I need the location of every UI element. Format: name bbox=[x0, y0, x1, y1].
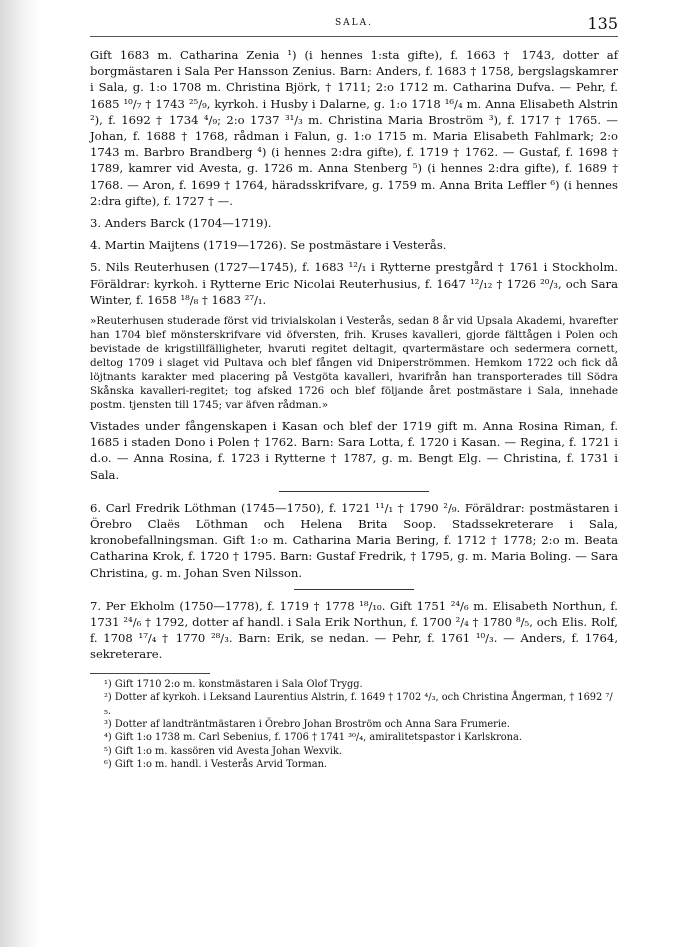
entry-carl-fredrik-lothman: 6. Carl Fredrik Löthman (1745—1750), f. 1721 ¹¹/₁ † 1790 ²/₉. Föräldrar: postmästaren i Örebro Claës Löthman och Helena Brita Soop. Stadssekreterare i Sala, kronobefallningsman. Gift 1:o m. Catharina Maria Bering, f. 1712 † 1778; 2:o m. Beata Catharina Krok, f. 1720 † 1795. Barn: Gustaf Fredrik, † 1795, g. m. Maria Boling. — Sara Christina, g. m. Johan Sven Nilsson. bbox=[90, 500, 618, 580]
footnote: ³) Dotter af landträntmästaren i Örebro Johan Broström och Anna Sara Frumerie. bbox=[104, 718, 510, 730]
entry-martin-maijtens: 4. Martin Maijtens (1719—1726). Se postmästare i Vesterås. bbox=[90, 238, 447, 253]
section-divider bbox=[294, 589, 414, 590]
running-head: SALA. bbox=[334, 18, 373, 28]
footnote: ¹) Gift 1710 2:o m. konstmästaren i Sala Olof Trygg. bbox=[104, 678, 363, 690]
page-number: 135 bbox=[587, 14, 618, 33]
footnote: ⁵) Gift 1:o m. kassören vid Avesta Johan Wexvik. bbox=[104, 745, 342, 757]
footnotes bbox=[90, 678, 618, 772]
section-divider bbox=[279, 491, 429, 492]
footnote: ⁴) Gift 1:o 1738 m. Carl Sebenius, f. 1706 † 1741 ³⁰/₄, amiralitetspastor i Karlskrona. bbox=[104, 732, 522, 744]
entry-anders-barck: 3. Anders Barck (1704—1719). bbox=[90, 216, 272, 231]
paragraph-reuterhusen-family: Vistades under fångenskapen i Kasan och blef der 1719 gift m. Anna Rosina Riman, f. 1685 i staden Dono i Polen † 1762. Barn: Sara Lotta, f. 1720 i Kasan. — Regina, f. 1721 i d.o. — Anna Rosina, f. 1723 i Rytterne † 1787, g. m. Bengt Elg. — Christina, f. 1731 i Sala. bbox=[90, 419, 618, 482]
footnote: ²) Dotter af kyrkoh. i Leksand Laurentius Alstrin, f. 1649 † 1702 ⁴/₃, och Christina Ångerman, † 1692 ⁷/₅. bbox=[104, 692, 613, 717]
quote-reuterhusen: »Reuterhusen studerade först vid trivialskolan i Vesterås, sedan 8 år vid Upsala Akademi, hvarefter han 1704 blef mönsterskrifvare vid öfversten, frih. Kruses kavalleri, gjorde fälttågen i Polen och bevistade de krigstillfälligheter, hvaruti regitet deltagit, qvartermästare och sedermera cornett, deltog 1709 i slaget vid Pultava och blef fången vid Dniperströmmen. Hemkom 1722 och fick då löjtnants karakter med placering på Vestgöta kavalleri, hvarifrån han transporterades till Södra Skånska kavalleri-regitet; tog afsked 1726 och blef följande året postmästare i Sala, innehade postm. tjensten till 1745; var äfven rådman.» bbox=[90, 315, 618, 412]
binding-gutter-shadow bbox=[0, 0, 40, 947]
entry-nils-reuterhusen: 5. Nils Reuterhusen (1727—1745), f. 1683 ¹²/₁ i Rytterne prestgård † 1761 i Stockholm. Föräldrar: kyrkoh. i Rytterne Eric Nicolai Reuterhusius, f. 1647 ¹²/₁₂ † 1726 ²⁰/₃, och Sara Winter, f. 1658 ¹⁸/₈ † 1683 ²⁷/₁. bbox=[90, 260, 618, 307]
paragraph-zenia-family: Gift 1683 m. Catharina Zenia ¹) (i hennes 1:sta gifte), f. 1663 † 1743, dotter af borgmästaren i Sala Per Hansson Zenius. Barn: Anders, f. 1683 † 1758, bergslagskamrer i Sala, g. 1:o 1708 m. Christina Björk, † 1711; 2:o 1712 m. Catharina Dufva. — Pehr, f. 1685 ¹⁰/₇ † 1743 ²⁵/₉, kyrkoh. i Husby i Dalarne, g. 1:o 1718 ¹⁶/₄ m. Anna Elisabeth Alstrin ²), f. 1692 † 1734 ⁴/₉; 2:o 1737 ³¹/₃ m. Christina Maria Broström ³), f. 1717 † 1765. — Johan, f. 1688 † 1768, rådman i Falun, g. 1:o 1715 m. Maria Elisabeth Fahlmark; 2:o 1743 m. Barbro Brandberg ⁴) (i hennes 2:dra gifte), f. 1719 † 1762. — Gustaf, f. 1698 † 1789, kamrer vid Avesta, g. 1726 m. Anna Stenberg ⁵) (i hennes 2:dra gifte), f. 1689 † 1768. — Aron, f. 1699 † 1764, häradsskrifvare, g. 1759 m. Anna Brita Leffler ⁶) (i hennes 2:dra gifte), f. 1727 † —. bbox=[90, 48, 618, 208]
page-header bbox=[90, 14, 618, 37]
footnote: ⁶) Gift 1:o m. handl. i Vesterås Arvid Torman. bbox=[104, 759, 328, 771]
entry-per-ekholm: 7. Per Ekholm (1750—1778), f. 1719 † 1778 ¹⁸/₁₀. Gift 1751 ²⁴/₆ m. Elisabeth Northun, f. 1731 ²⁴/₆ † 1792, dotter af handl. i Sala Erik Northun, f. 1700 ²/₄ † 1780 ⁸/₅, och Elis. Rolf, f. 1708 ¹⁷/₄ † 1770 ²⁸/₃. Barn: Erik, se nedan. — Pehr, f. 1761 ¹⁰/₃. — Anders, f. 1764, sekreterare. bbox=[90, 598, 618, 662]
footnote-rule bbox=[90, 673, 210, 674]
